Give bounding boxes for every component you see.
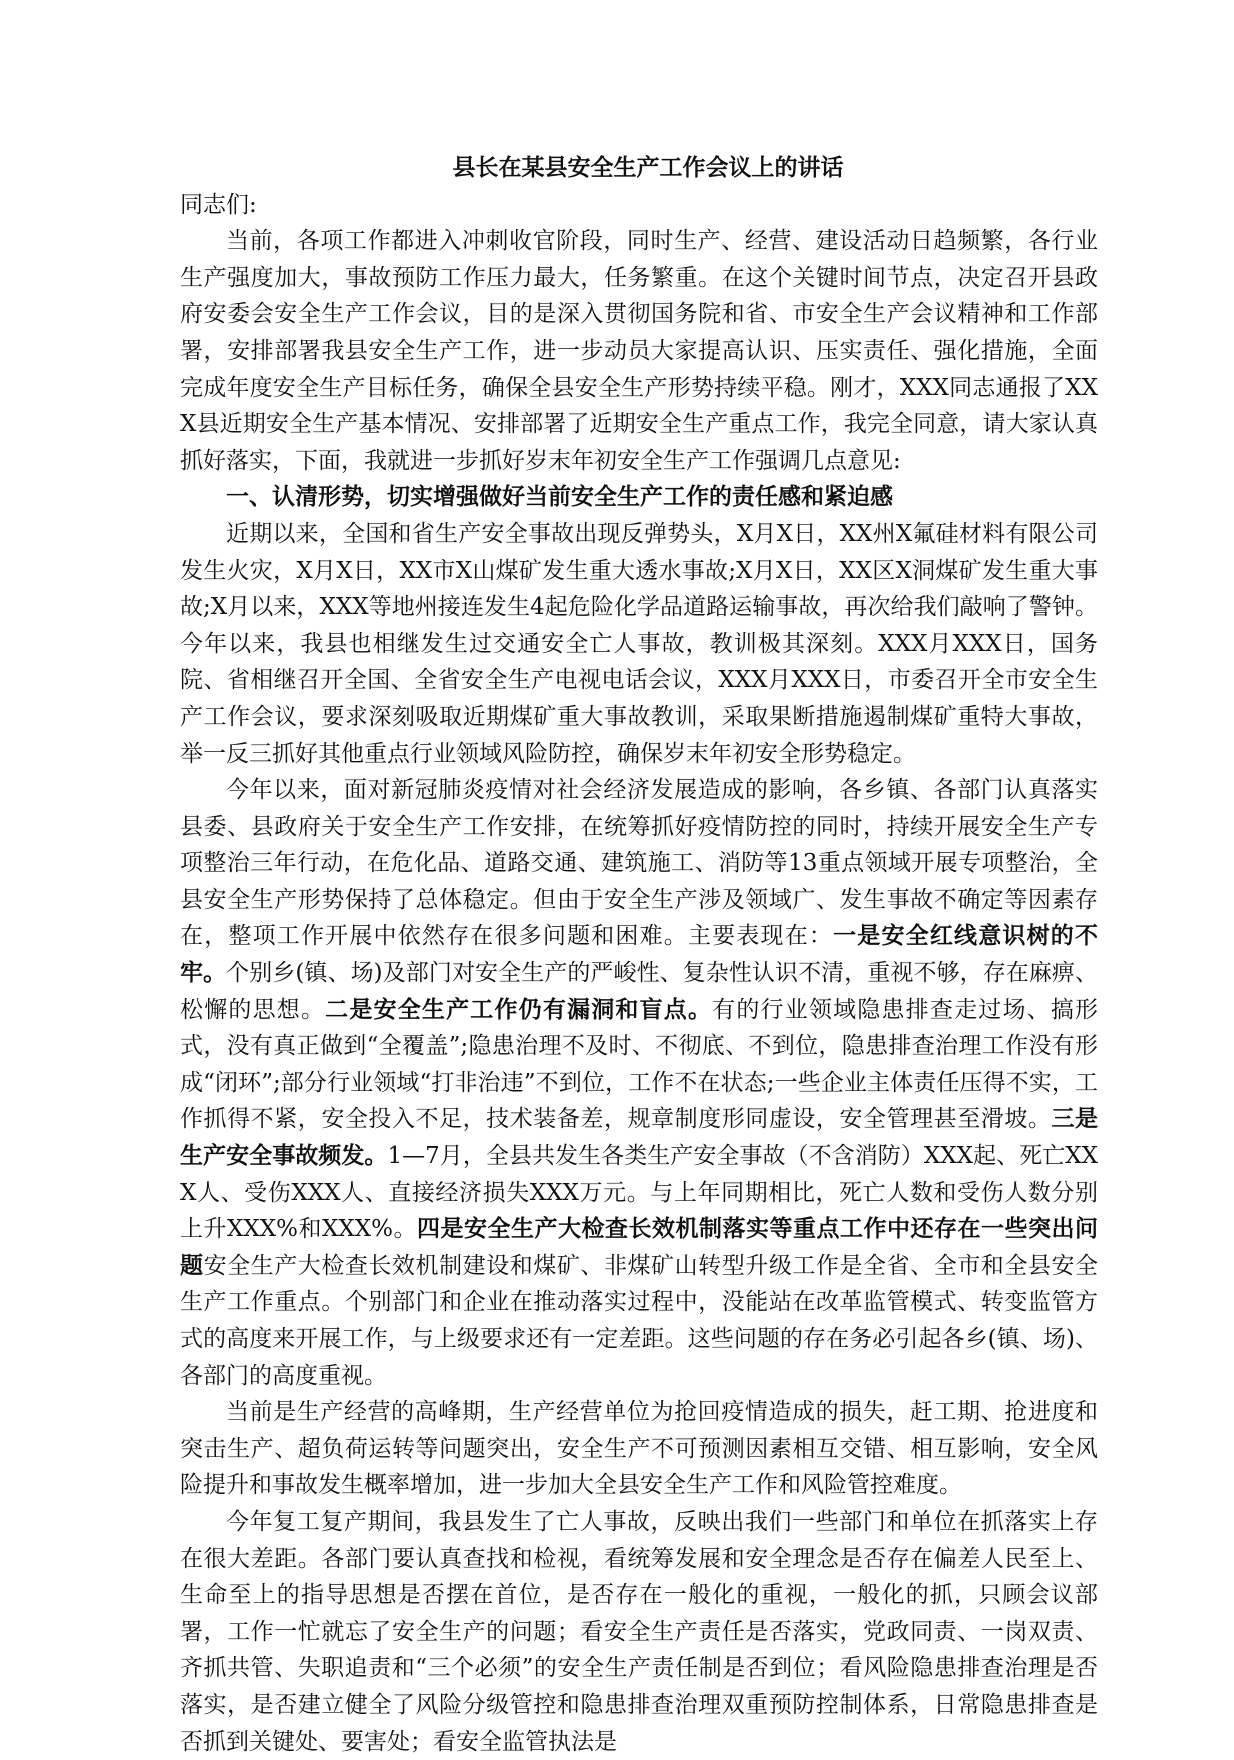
paragraph-text: 有的行业领域隐患排查走过场、搞形式，没有真正做到“全覆盖”;隐患治理不及时、不彻底、不到位，隐患排查治理工作没有形成“闭环”;部分行业领域“打非治违”不到位，工作不在状态;一些企业主体责任压得不实，工作抓得不紧，安全投入不足，技术装备差，规章制度形同虚设，安全管理甚至滑坡。 xyxy=(180,996,1099,1133)
paragraph-text: 安全生产大检查长效机制建设和煤矿、非煤矿山转型升级工作是全省、全市和全县安全生产工作重点。个别部门和企业在推动落实过程中，没能站在改革监管模式、转变监管方式的高度来开展工作，与上级要求还有一定差距。这些问题的存在务必引起各乡(镇、场)、各部门的高度重视。 xyxy=(180,1252,1099,1389)
bold-point-4: 四是安全生产大检查长效机制落实等重点工作中还存在一些突出问题 xyxy=(180,1215,1099,1279)
paragraph-text: 个别乡(镇、场)及部门对安全生产的严峻性、复杂性认识不清，重视不够，存在麻痹、松懈的思想。 xyxy=(180,960,1098,1023)
paragraph-peak-period: 当前是生产经营的高峰期，生产经营单位为抢回疫情造成的损失，赶工期、抢进度和突击生产、超负荷运转等问题突出，安全生产不可预测因素相互交错、相互影响，安全风险提升和事故发生概率增加，进一步加大全县安全生产工作和风险管控难度。 xyxy=(180,1399,1098,1499)
intro-paragraph: 当前，各项工作都进入冲刺收官阶段，同时生产、经营、建设活动日趋频繁，各行业生产强度加大，事故预防工作压力最大，任务繁重。在这个关键时间节点，决定召开县政府安委会安全生产工作会议，目的是深入贯彻国务院和省、市安全生产会议精神和工作部署，安排部署我县安全生产工作，进一步动员大家提高认识、压实责任、强化措施，全面完成年度安全生产目标任务，确保全县安全生产形势持续平稳。刚才，XXX同志通报了XXX县近期安全生产基本情况、安排部署了近期安全生产重点工作，我完全同意，请大家认真抓好落实，下面，我就进一步抓好岁末年初安全生产工作强调几点意见: xyxy=(180,228,1098,474)
paragraph-problems xyxy=(180,772,1098,1394)
bold-point-1: 一是安全红线意识树的不牢。 xyxy=(180,922,1099,987)
document-page xyxy=(180,150,1098,1760)
salutation: 同志们: xyxy=(180,191,257,218)
bold-point-2: 二是安全生产工作仍有漏洞和盲点。 xyxy=(325,995,713,1023)
section-heading-1: 一、认清形势，切实增强做好当前安全生产工作的责任感和紧迫感 xyxy=(226,483,893,511)
bold-point-3: 三是生产安全事故频发。 xyxy=(180,1105,1099,1170)
paragraph-text: 1—7月，全县共发生各类生产安全事故（不含消防）XXX起、死亡XXX人、受伤XXX人、直接经济损失XXX万元。与上年同期相比，死亡人数和受伤人数分别上升XXX%和XXX%。 xyxy=(180,1143,1099,1243)
paragraph-text: 今年以来，面对新冠肺炎疫情对社会经济发展造成的影响，各乡镇、各部门认真落实县委、县政府关于安全生产工作安排，在统筹抓好疫情防控的同时，持续开展安全生产专项整治三年行动，在危化品、道路交通、建筑施工、消防等13重点领域开展专项整治，全县安全生产形势保持了总体稳定。但由于安全生产涉及领域广、发生事故不确定等因素存在，整项工作开展中依然存在很多问题和困难。主要表现在： xyxy=(180,777,1098,950)
document-title: 县长在某县安全生产工作会议上的讲话 xyxy=(452,154,844,181)
paragraph-reflection: 今年复工复产期间，我县发生了亡人事故，反映出我们一些部门和单位在抓落实上存在很大差距。各部门要认真查找和检视，看统筹发展和安全理念是否存在偏差人民至上、生命至上的指导思想是否摆在首位，是否存在一般化的重视，一般化的抓，只顾会议部署，工作一忙就忘了安全生产的问题；看安全生产责任是否落实，党政同责、一岗双责、齐抓共管、失职追责和“三个必须”的安全生产责任制是否到位；看风险隐患排查治理是否落实，是否建立健全了风险分级管控和隐患排查治理双重预防控制体系，日常隐患排查是否抓到关键处、要害处；看安全监管执法是 xyxy=(180,1508,1098,1755)
paragraph-recent-accidents: 近期以来，全国和省生产安全事故出现反弹势头，X月X日，XX州X氟硅材料有限公司发生火灾，X月X日，XX市X山煤矿发生重大透水事故;X月X日，XX区X洞煤矿发生重大事故;X月以来，XXX等地州接连发生4起危险化学品道路运输事故，再次给我们敲响了警钟。今年以来，我县也相继发生过交通安全亡人事故，教训极其深刻。XXX月XXX日，国务院、省相继召开全国、全省安全生产电视电话会议，XXX月XXX日，市委召开全市安全生产工作会议，要求深刻吸取近期煤矿重大事故教训，采取果断措施遏制煤矿重特大事故，举一反三抓好其他重点行业领域风险防控，确保岁末年初安全形势稳定。 xyxy=(180,520,1098,767)
